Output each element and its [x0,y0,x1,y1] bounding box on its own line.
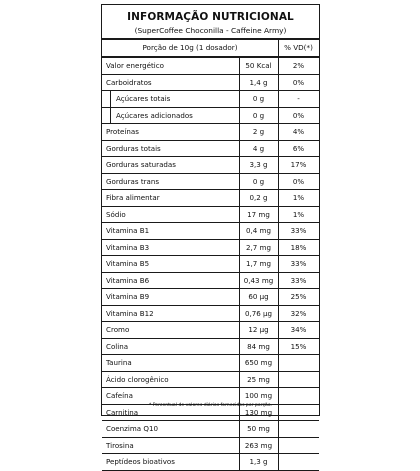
indent-divider [110,108,111,124]
vd-header: % VD(*) [284,43,313,52]
table-row [102,306,319,323]
table-row [102,141,319,158]
nutrient-name: Gorduras trans [106,176,160,186]
nutrient-amount: 50 mg [247,424,270,433]
nutrient-name: Açúcares adicionados [116,110,193,120]
table-row [102,75,319,92]
nutrient-vd: 15% [290,341,307,351]
nutrient-vd: 25% [290,292,307,301]
table-row [102,355,319,372]
table-row [102,289,319,306]
nutrient-amount: 84 mg [247,341,270,351]
column-divider [278,438,279,454]
nutrient-amount: 2 g [252,127,265,136]
nutrient-name: Vitamina B12 [106,308,154,318]
nutrient-name: Sódio [106,209,126,219]
label-subtitle: (SuperCoffee Choconilla - Caffeine Army) [134,26,287,35]
column-divider [278,388,279,404]
nutrient-name: Gorduras saturadas [106,160,176,169]
nutrient-vd: 4% [292,127,305,136]
nutrient-name: Taurina [106,358,132,367]
indent-divider [110,91,111,107]
nutrient-vd: - [297,94,300,103]
table-row [102,240,319,257]
nutrient-amount: 100 mg [244,391,273,400]
table-row [102,58,319,75]
nutrient-name: Tirosina [106,440,134,450]
nutrient-vd: 33% [290,275,307,285]
nutrient-vd: 33% [290,259,307,268]
nutrient-rows [102,58,319,471]
table-row [102,157,319,174]
nutrient-vd: 0% [292,77,305,87]
nutrient-name: Proteínas [106,127,139,136]
nutrient-amount: 0,4 mg [246,226,271,235]
table-row [102,438,319,455]
nutrient-vd: 0% [292,176,305,186]
portion-header: Porção de 10g (1 dosador) [142,43,238,52]
nutrient-amount: 3,3 g [249,160,268,169]
nutrient-name: Cromo [106,325,130,334]
nutrient-amount: 0,76 µg [244,308,273,318]
table-row [102,190,319,207]
nutrient-vd: 18% [290,242,307,252]
nutrient-vd: 1% [292,193,305,202]
nutrient-amount: 0,2 g [249,193,268,202]
nutrient-amount: 12 µg [248,325,269,334]
nutrient-vd: 34% [290,325,307,334]
nutrition-label [101,4,320,466]
column-divider [278,421,279,437]
nutrient-amount: 0 g [252,176,265,186]
table-row [102,174,319,191]
nutrient-amount: 50 Kcal [245,61,272,70]
nutrient-name: Carboidratos [106,77,152,87]
nutrient-name: Vitamina B3 [106,242,150,252]
nutrient-name: Vitamina B9 [106,292,150,301]
nutrient-amount: 0 g [252,110,265,120]
label-title: INFORMAÇÃO NUTRICIONAL [127,11,294,23]
nutrient-amount: 25 mg [247,374,270,384]
table-row [102,322,319,339]
nutrient-amount: 650 mg [244,358,273,367]
nutrient-name: Vitamina B1 [106,226,150,235]
nutrient-amount: 60 µg [248,292,269,301]
column-divider [278,372,279,388]
footnote: * Percentual de valores diários fornecidos por porção. [148,403,273,408]
nutrient-name: Fibra alimentar [106,193,160,202]
nutrient-vd: 17% [290,160,307,169]
table-row [102,421,319,438]
nutrient-vd: 1% [292,209,305,219]
nutrient-name: Vitamina B6 [106,275,150,285]
nutrient-amount: 1,7 mg [246,259,271,268]
table-row [102,454,319,471]
table-row [102,273,319,290]
table-row [102,91,319,108]
nutrient-name: Peptídeos bioativos [106,457,175,466]
table-row [102,372,319,389]
nutrient-vd: 2% [292,61,305,70]
nutrient-amount: 4 g [252,143,265,153]
nutrient-name: Ácido clorogênico [106,374,169,384]
nutrient-name: Cafeína [106,391,133,400]
nutrient-name: Colina [106,341,129,351]
nutrient-amount: 130 mg [244,407,273,417]
nutrient-amount: 17 mg [247,209,270,219]
nutrient-vd: 6% [292,143,305,153]
nutrient-amount: 1,4 g [249,77,268,87]
nutrient-amount: 2,7 mg [246,242,271,252]
nutrient-name: Carnitina [106,407,139,417]
nutrient-vd: 32% [290,308,307,318]
nutrient-amount: 0,43 mg [243,275,274,285]
table-row [102,339,319,356]
nutrient-name: Açúcares totais [116,94,171,103]
table-header [102,40,319,56]
nutrient-name: Gorduras totais [106,143,161,153]
table-row [102,223,319,240]
nutrient-name: Vitamina B5 [106,259,150,268]
column-divider [278,454,279,470]
column-divider [278,355,279,371]
nutrient-vd: 0% [292,110,305,120]
nutrient-name: Coenzima Q10 [106,424,158,433]
table-row [102,108,319,125]
nutrient-amount: 263 mg [244,440,273,450]
nutrient-name: Valor energético [106,61,165,70]
table-row [102,256,319,273]
nutrient-amount: 0 g [252,94,265,103]
table-row [102,207,319,224]
table-row [102,124,319,141]
nutrient-vd: 33% [290,226,307,235]
nutrient-amount: 1,3 g [249,457,268,466]
